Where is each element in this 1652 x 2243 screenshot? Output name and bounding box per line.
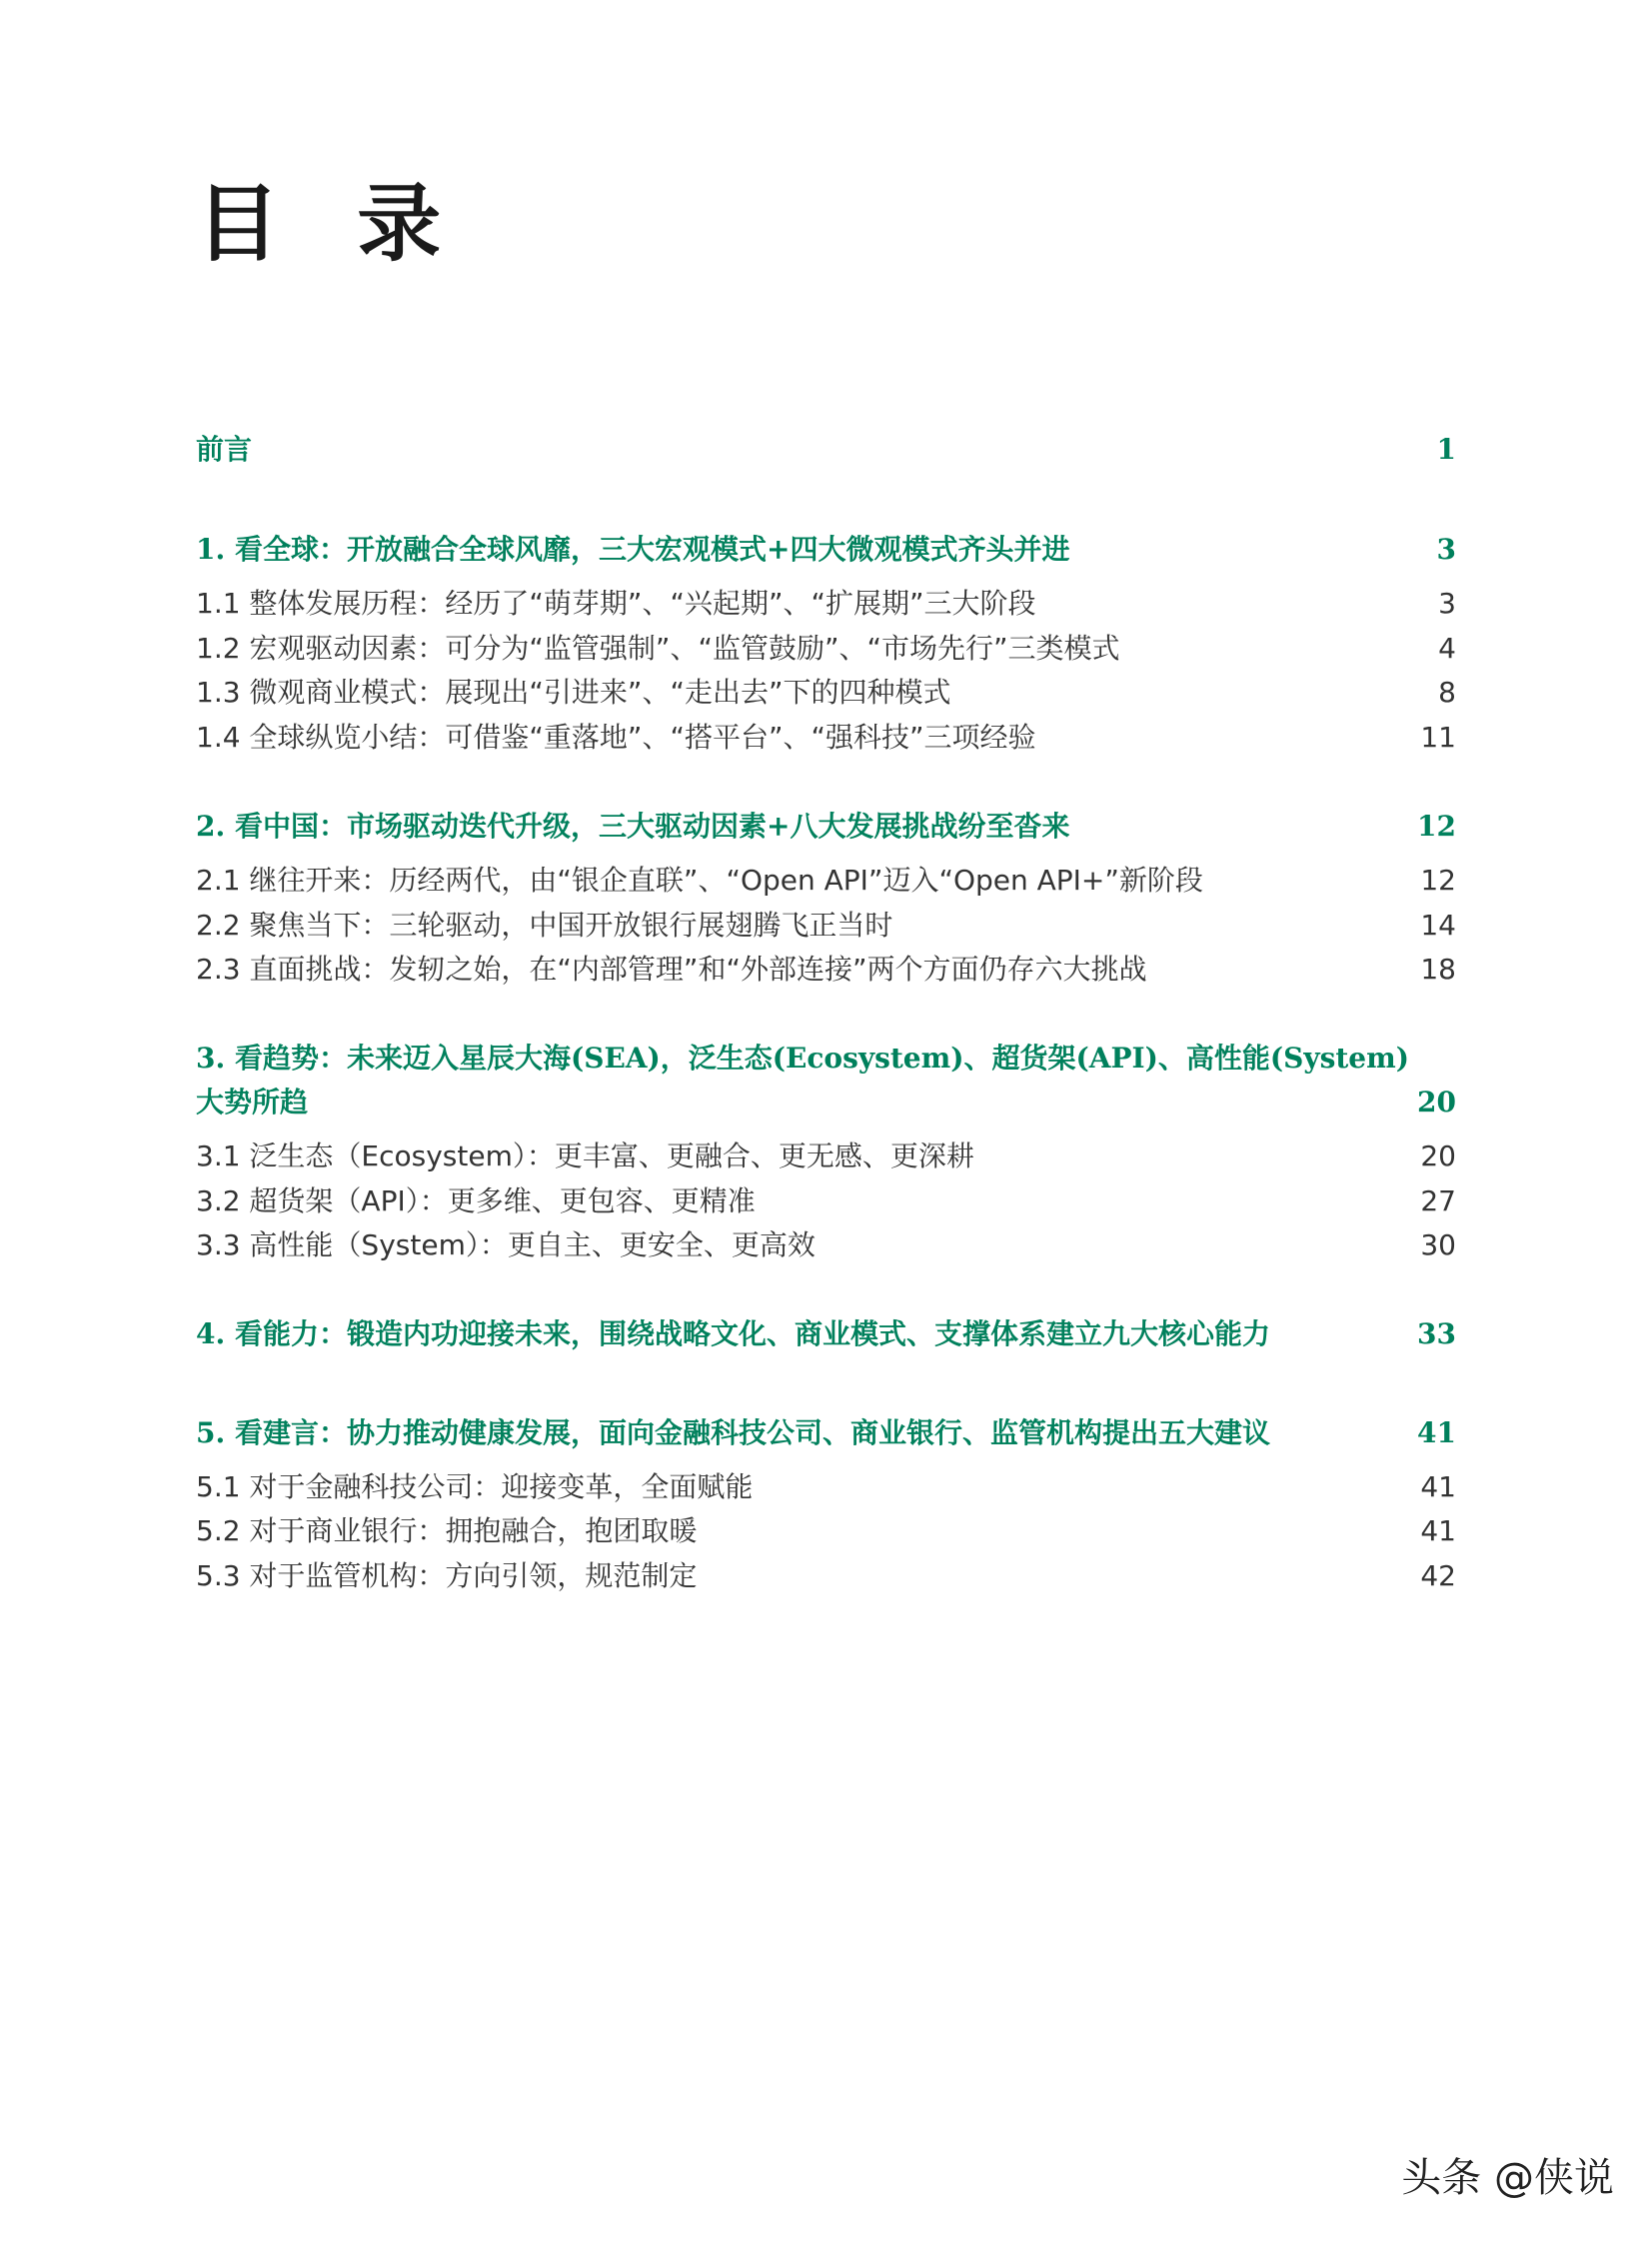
toc-entry-preface[interactable] — [196, 428, 1456, 468]
toc-section-label: 3. 看趋势：未来迈入星辰大海(SEA)，泛生态(Ecosystem)、超货架(API)、高性能(System) — [196, 1042, 1409, 1075]
toc-section-page: 20 — [1417, 1086, 1456, 1119]
toc-section-label: 2. 看中国：市场驱动迭代升级，三大驱动因素+八大发展挑战纷至沓来 — [196, 810, 1070, 843]
toc-item-page: 11 — [1420, 721, 1456, 754]
toc-section-page: 33 — [1417, 1317, 1456, 1350]
toc-item-page: 18 — [1420, 953, 1456, 986]
toc-section-label: 4. 看能力：锻造内功迎接未来，围绕战略文化、商业模式、支撑体系建立九大核心能力 — [196, 1317, 1270, 1350]
toc-section-3-continued[interactable] — [196, 1081, 1456, 1121]
toc-item-label: 5.1 对于金融科技公司：迎接变革，全面赋能 — [196, 1470, 754, 1503]
toc-section-label: 5. 看建言：协力推动健康发展，面向金融科技公司、商业银行、监管机构提出五大建议 — [196, 1416, 1270, 1449]
toc-item-label: 3.2 超货架（API）：更多维、更包容、更精准 — [196, 1184, 756, 1217]
toc-item-1-4[interactable] — [196, 716, 1456, 756]
toc-item-3-1[interactable] — [196, 1134, 1456, 1174]
toc-item-2-2[interactable] — [196, 904, 1456, 944]
toc-item-2-3[interactable] — [196, 948, 1456, 988]
toc-entry-label: 前言 — [196, 433, 253, 466]
toc-item-label: 1.2 宏观驱动因素：可分为“监管强制”、“监管鼓励”、“市场先行”三类模式 — [196, 632, 1120, 665]
watermark: 头条 @侠说 — [1401, 2155, 1614, 2201]
toc-item-3-2[interactable] — [196, 1179, 1456, 1219]
toc-item-label: 5.2 对于商业银行：拥抱融合，抱团取暖 — [196, 1514, 698, 1547]
toc-item-label: 5.3 对于监管机构：方向引领，规范制定 — [196, 1559, 698, 1592]
toc-item-1-2[interactable] — [196, 627, 1456, 667]
toc-item-2-1[interactable] — [196, 859, 1456, 899]
toc-section-label: 大势所趋 — [196, 1086, 309, 1119]
toc-item-label: 1.1 整体发展历程：经历了“萌芽期”、“兴起期”、“扩展期”三大阶段 — [196, 587, 1036, 620]
toc-item-page: 27 — [1420, 1184, 1456, 1217]
toc-item-label: 2.3 直面挑战：发轫之始，在“内部管理”和“外部连接”两个方面仍存六大挑战 — [196, 953, 1147, 986]
toc-item-page: 12 — [1420, 864, 1456, 897]
toc-item-label: 3.3 高性能（System）：更自主、更安全、更高效 — [196, 1228, 816, 1261]
toc-item-5-3[interactable] — [196, 1554, 1456, 1594]
toc-item-1-3[interactable] — [196, 671, 1456, 711]
toc-item-label: 2.1 继往开来：历经两代，由“银企直联”、“Open API”迈入“Open API+”新阶段 — [196, 864, 1203, 897]
toc-item-label: 1.3 微观商业模式：展现出“引进来”、“走出去”下的四种模式 — [196, 676, 951, 709]
toc-item-label: 1.4 全球纵览小结：可借鉴“重落地”、“搭平台”、“强科技”三项经验 — [196, 721, 1036, 754]
toc-section-5[interactable] — [196, 1411, 1456, 1451]
toc-item-page: 41 — [1420, 1514, 1456, 1547]
toc-item-5-2[interactable] — [196, 1509, 1456, 1549]
toc-entry-page: 1 — [1436, 433, 1456, 466]
toc-item-page: 3 — [1438, 587, 1456, 620]
toc-item-page: 14 — [1420, 909, 1456, 942]
toc-item-page: 8 — [1438, 676, 1456, 709]
toc-section-3[interactable] — [196, 1037, 1456, 1077]
toc-item-3-3[interactable] — [196, 1223, 1456, 1263]
toc-item-page: 4 — [1438, 632, 1456, 665]
toc-item-page: 42 — [1420, 1559, 1456, 1592]
toc-section-1[interactable] — [196, 528, 1456, 568]
toc-section-4[interactable] — [196, 1312, 1456, 1352]
toc-item-page: 20 — [1420, 1139, 1456, 1172]
toc-item-page: 30 — [1420, 1228, 1456, 1261]
toc-item-5-1[interactable] — [196, 1465, 1456, 1505]
toc-item-label: 3.1 泛生态（Ecosystem）：更丰富、更融合、更无感、更深耕 — [196, 1139, 974, 1172]
toc-item-page: 41 — [1420, 1470, 1456, 1503]
toc-item-1-1[interactable] — [196, 582, 1456, 622]
toc-section-2[interactable] — [196, 805, 1456, 845]
toc-section-label: 1. 看全球：开放融合全球风靡，三大宏观模式+四大微观模式齐头并进 — [196, 533, 1070, 566]
toc-section-page: 3 — [1436, 533, 1456, 566]
page-title: 目 录 — [196, 174, 466, 273]
toc-item-label: 2.2 聚焦当下：三轮驱动，中国开放银行展翅腾飞正当时 — [196, 909, 893, 942]
toc-section-page: 41 — [1417, 1416, 1456, 1449]
toc-section-page: 12 — [1417, 810, 1456, 843]
